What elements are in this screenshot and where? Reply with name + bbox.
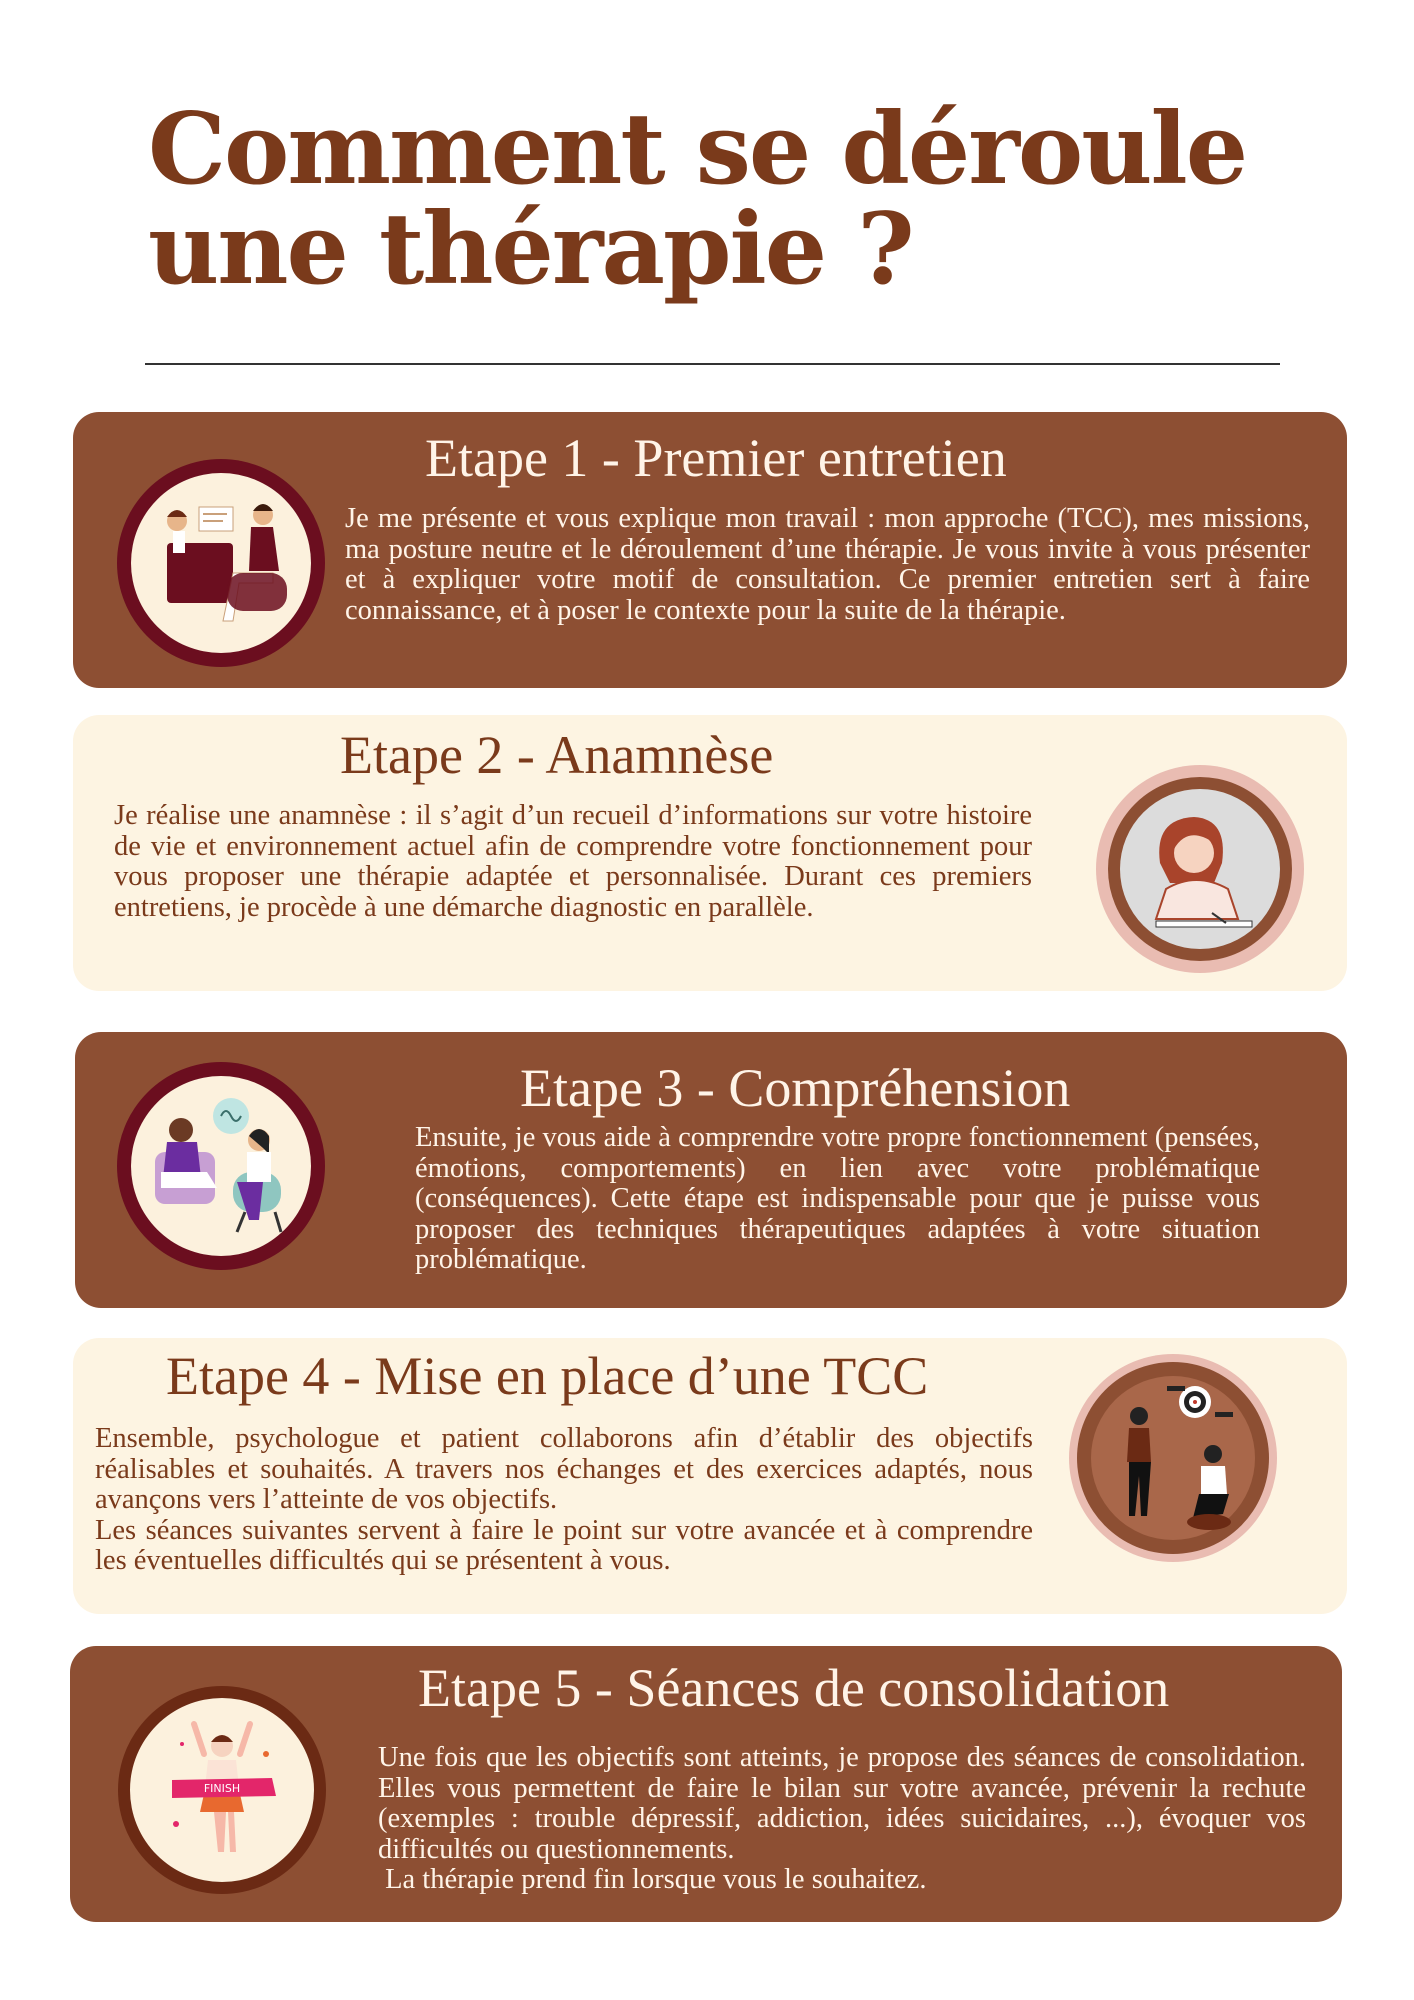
writing-woman-illustration-icon [1094,763,1306,975]
step-5-text-paragraph-1: Une fois que les objectifs sont atteints, je propose des séances de consolidation. Elles vous permettent de faire le bilan sur votre avancée, prévenir la rechute (exemples : trouble dépressif, addiction, idées suicidaires, ...), évoquer vos difficultés ou questionnements. [378,1742,1306,1865]
finish-banner-label: FINISH [203,1782,241,1795]
title-line-2: une thérapie ? [148,192,913,307]
step-2-card [73,715,1347,991]
step-3-text: Ensuite, je vous aide à comprendre votre propre fonctionnement (pensées, émotions, comportements) en lien avec votre problématique (conséquences). Cette étape est indispensable pour que je puisse vous proposer des techniques thérapeutiques adaptées à votre situation problématique. [415,1122,1260,1275]
step-5-text-paragraph-2: La thérapie prend fin lorsque vous le souhaitez. [378,1864,927,1895]
step-2-heading: Etape 2 - Anamnèse [340,725,774,785]
title-divider [145,363,1280,365]
title-line-1: Comment se déroule [148,92,1247,207]
step-4-text [95,1424,1033,1577]
step-1-card [73,412,1347,688]
step-2-text: Je réalise une anamnèse : il s’agit d’un recueil d’informations sur votre histoire de vie et environnement actuel afin de comprendre votre fonctionnement pour vous proposer une thérapie adaptée et personnalisée. Durant ces premiers entretiens, je procède à une démarche diagnostic en parallèle. [114,800,1032,923]
step-4-heading: Etape 4 - Mise en place d’une TCC [166,1346,929,1406]
target-goal-illustration-icon [1067,1352,1279,1564]
step-5-text [378,1743,1306,1896]
step-1-heading: Etape 1 - Premier entretien [425,428,1007,488]
consultation-illustration-icon [115,457,327,669]
finish-line-illustration-icon [116,1684,328,1896]
step-5-heading: Etape 5 - Séances de consolidation [418,1658,1170,1718]
step-4-text-paragraph-2: Les séances suivantes servent à faire le point sur votre avancée et à comprendre les éventuelles difficultés qui se présentent à vous. [95,1514,1033,1576]
step-4-card [73,1338,1347,1614]
step-3-heading: Etape 3 - Compréhension [520,1058,1071,1118]
step-1-text: Je me présente et vous explique mon travail : mon approche (TCC), mes missions, ma posture neutre et le déroulement d’une thérapie. Je vous invite à vous présenter et à expliquer votre motif de consultation. Ce premier entretien sert à faire connaissance, et à poser le contexte pour la suite de la thérapie. [345,503,1310,626]
step-5-card [70,1646,1342,1922]
step-3-card [75,1032,1347,1308]
therapy-session-illustration-icon [115,1060,327,1272]
step-4-text-paragraph-1: Ensemble, psychologue et patient collaborons afin d’établir des objectifs réalisables et souhaités. A travers nos échanges et des exercices adaptés, nous avançons vers l’atteinte de vos objectifs. [95,1423,1033,1515]
page-title [148,92,1298,307]
